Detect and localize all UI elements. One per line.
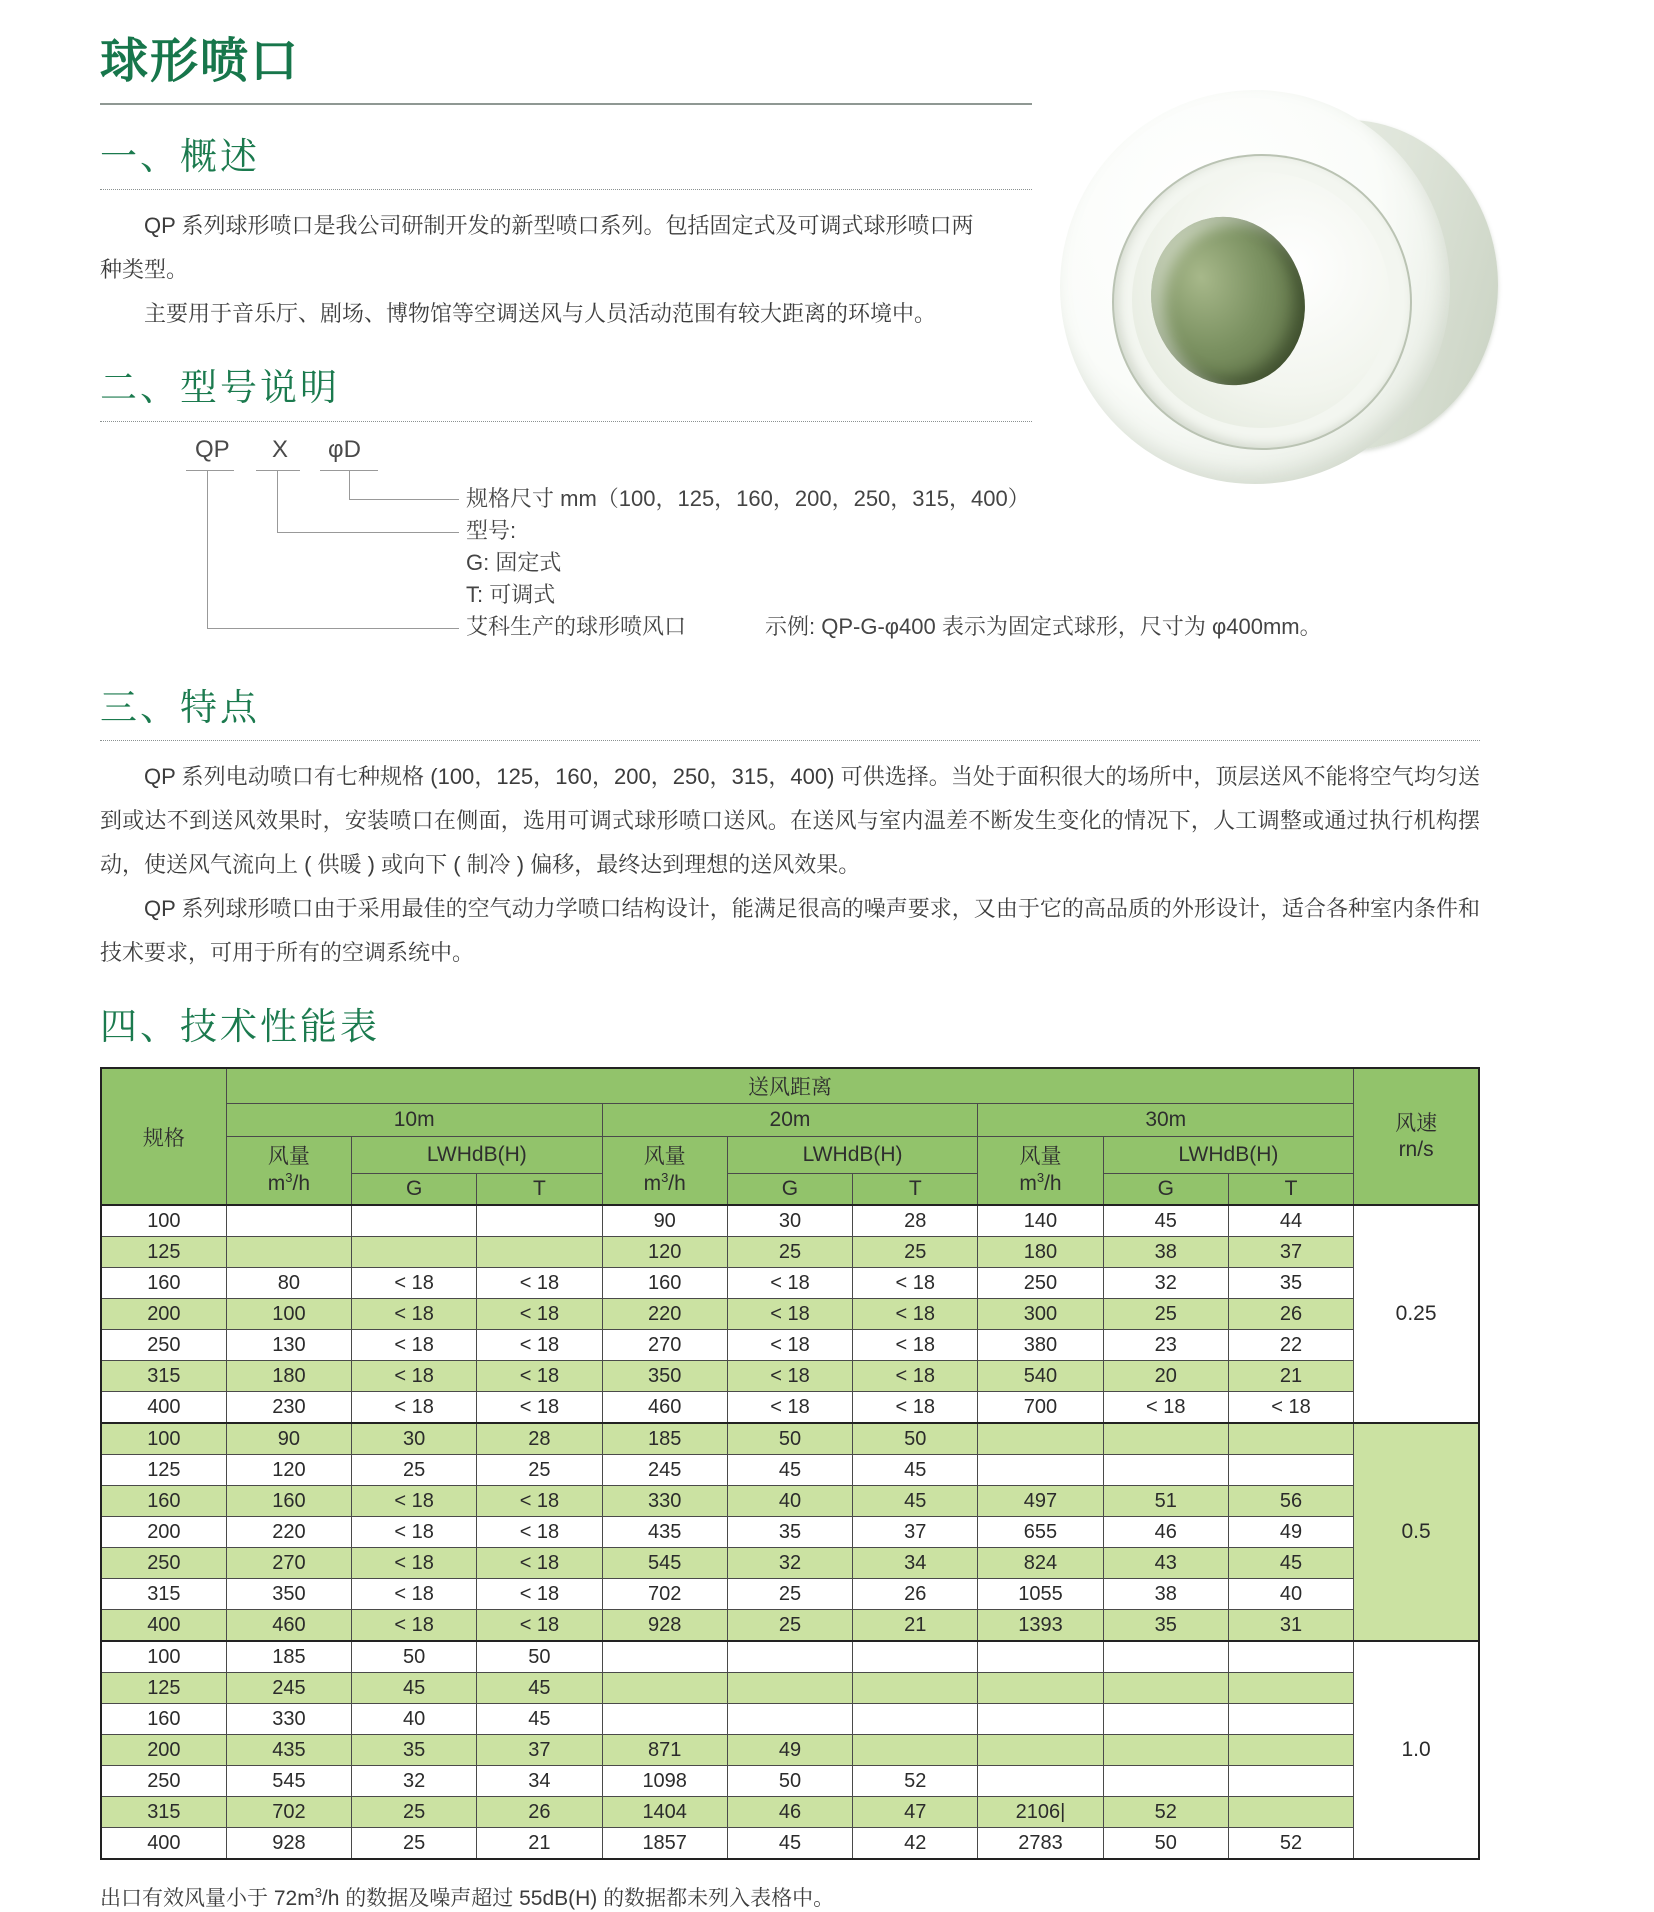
value-cell: < 18: [477, 1392, 602, 1424]
value-cell: [602, 1704, 727, 1735]
value-cell: 30: [727, 1205, 852, 1237]
label-maker: 艾科生产的球形喷风口: [466, 613, 687, 639]
value-cell: < 18: [727, 1361, 852, 1392]
value-cell: 1393: [978, 1610, 1103, 1642]
value-cell: [1103, 1455, 1228, 1486]
section-heading-model: 二、型号说明: [100, 367, 340, 409]
value-cell: [602, 1641, 727, 1673]
overview-paragraph-2: 主要用于音乐厅、剧场、博物馆等空调送风与人员活动范围有较大距离的环境中。: [144, 301, 937, 327]
value-cell: [1228, 1641, 1353, 1673]
value-cell: 270: [602, 1330, 727, 1361]
value-cell: 52: [1228, 1828, 1353, 1860]
col-header-spec: 规格: [101, 1068, 226, 1205]
value-cell: < 18: [352, 1548, 477, 1579]
value-cell: < 18: [853, 1299, 978, 1330]
value-cell: [1103, 1704, 1228, 1735]
value-cell: 52: [1103, 1797, 1228, 1828]
spec-cell: 125: [101, 1237, 226, 1268]
speed-cell: 1.0: [1354, 1641, 1479, 1859]
title-rule: [100, 103, 1032, 105]
col-header-flow-10m: [226, 1137, 351, 1206]
performance-table-body: [101, 1205, 1479, 1859]
value-cell: 655: [978, 1517, 1103, 1548]
value-cell: 30: [352, 1423, 477, 1455]
table-row: [101, 1610, 1479, 1642]
value-cell: 220: [226, 1517, 351, 1548]
value-cell: < 18: [477, 1361, 602, 1392]
value-cell: [1228, 1797, 1353, 1828]
spec-cell: 125: [101, 1455, 226, 1486]
value-cell: [1228, 1423, 1353, 1455]
speed-unit-label: rn/s: [1398, 1137, 1434, 1161]
spec-cell: 160: [101, 1486, 226, 1517]
value-cell: 25: [1103, 1299, 1228, 1330]
connector-line-maker: [207, 471, 459, 629]
col-header-noise-30m: LWHdB(H): [1103, 1137, 1354, 1174]
value-cell: 185: [602, 1423, 727, 1455]
value-cell: 330: [602, 1486, 727, 1517]
value-cell: 928: [226, 1828, 351, 1860]
value-cell: 20: [1103, 1361, 1228, 1392]
table-row: [101, 1455, 1479, 1486]
features-paragraph-1: QP 系列电动喷口有七种规格 (100，125，160，200，250，315，400) 可供选择。当处于面积很大的场所中，顶层送风不能将空气均匀送到或达不到送风效果时，安装喷口在侧面，选用可调式球形喷口送风。在送风与室内温差不断发生变化的情况下，人工调整或通过执行机构摆动，使送风气流向上 ( 供暖 ) 或向下 ( 制冷 ) 偏移，最终达到理想的送风效果。: [100, 763, 1480, 877]
value-cell: < 18: [352, 1486, 477, 1517]
value-cell: [352, 1205, 477, 1237]
table-row: [101, 1548, 1479, 1579]
value-cell: 871: [602, 1735, 727, 1766]
value-cell: 230: [226, 1392, 351, 1424]
flow-label: 风量: [643, 1145, 686, 1169]
value-cell: 928: [602, 1610, 727, 1642]
value-cell: 28: [477, 1423, 602, 1455]
value-cell: 1098: [602, 1766, 727, 1797]
value-cell: < 18: [853, 1330, 978, 1361]
section-heading-performance: 四、技术性能表: [100, 1005, 380, 1047]
value-cell: 37: [1228, 1237, 1353, 1268]
col-header-distance: 送风距离: [226, 1068, 1353, 1104]
value-cell: < 18: [477, 1548, 602, 1579]
value-cell: 245: [602, 1455, 727, 1486]
value-cell: [853, 1735, 978, 1766]
value-cell: 26: [1228, 1299, 1353, 1330]
speed-cell: 0.5: [1354, 1423, 1479, 1641]
value-cell: 25: [727, 1579, 852, 1610]
value-cell: [1103, 1766, 1228, 1797]
table-row: [101, 1828, 1479, 1860]
value-cell: 245: [226, 1673, 351, 1704]
value-cell: [1228, 1704, 1353, 1735]
value-cell: 140: [978, 1205, 1103, 1237]
table-row: [101, 1361, 1479, 1392]
col-header-flow-20m: [602, 1137, 727, 1206]
value-cell: < 18: [352, 1330, 477, 1361]
value-cell: 220: [602, 1299, 727, 1330]
value-cell: 545: [602, 1548, 727, 1579]
value-cell: 25: [727, 1610, 852, 1642]
spec-cell: 200: [101, 1299, 226, 1330]
value-cell: [1103, 1423, 1228, 1455]
col-header-g: G: [1103, 1174, 1228, 1206]
col-header-t: T: [853, 1174, 978, 1206]
page-title: 球形喷口: [100, 35, 301, 88]
value-cell: 22: [1228, 1330, 1353, 1361]
value-cell: 47: [853, 1797, 978, 1828]
section-rule: [100, 189, 1032, 190]
value-cell: < 18: [352, 1299, 477, 1330]
flow-unit: $m^3/h$: [1019, 1170, 1062, 1196]
value-cell: [727, 1641, 852, 1673]
value-cell: 50: [1103, 1828, 1228, 1860]
value-cell: 45: [853, 1486, 978, 1517]
value-cell: [1103, 1673, 1228, 1704]
speed-label: 风速: [1395, 1111, 1438, 1135]
value-cell: 180: [226, 1361, 351, 1392]
col-header-noise-10m: LWHdB(H): [352, 1137, 603, 1174]
value-cell: < 18: [727, 1330, 852, 1361]
value-cell: 28: [853, 1205, 978, 1237]
table-row: [101, 1517, 1479, 1548]
value-cell: < 18: [853, 1268, 978, 1299]
value-cell: [978, 1704, 1103, 1735]
value-cell: 90: [602, 1205, 727, 1237]
value-cell: 702: [226, 1797, 351, 1828]
value-cell: 21: [853, 1610, 978, 1642]
value-cell: 40: [727, 1486, 852, 1517]
value-cell: 46: [1103, 1517, 1228, 1548]
value-cell: 300: [978, 1299, 1103, 1330]
table-row: [101, 1330, 1479, 1361]
table-row: [101, 1766, 1479, 1797]
table-row: [101, 1423, 1479, 1455]
value-cell: 540: [978, 1361, 1103, 1392]
value-cell: 330: [226, 1704, 351, 1735]
value-cell: 21: [1228, 1361, 1353, 1392]
value-cell: [853, 1641, 978, 1673]
label-type-fixed: G: 固定式: [466, 549, 562, 575]
value-cell: 45: [727, 1828, 852, 1860]
value-cell: 545: [226, 1766, 351, 1797]
value-cell: 1404: [602, 1797, 727, 1828]
value-cell: 26: [477, 1797, 602, 1828]
value-cell: 32: [1103, 1268, 1228, 1299]
value-cell: [1103, 1641, 1228, 1673]
value-cell: 25: [727, 1237, 852, 1268]
value-cell: < 18: [352, 1579, 477, 1610]
value-cell: < 18: [477, 1517, 602, 1548]
col-header-flow-30m: [978, 1137, 1103, 1206]
value-cell: 56: [1228, 1486, 1353, 1517]
value-cell: 130: [226, 1330, 351, 1361]
value-cell: 350: [602, 1361, 727, 1392]
value-cell: 42: [853, 1828, 978, 1860]
value-cell: [978, 1641, 1103, 1673]
label-type-title: 型号:: [466, 517, 517, 543]
value-cell: < 18: [853, 1392, 978, 1424]
value-cell: 160: [226, 1486, 351, 1517]
value-cell: [727, 1704, 852, 1735]
value-cell: 44: [1228, 1205, 1353, 1237]
value-cell: 350: [226, 1579, 351, 1610]
value-cell: < 18: [727, 1299, 852, 1330]
value-cell: 38: [1103, 1237, 1228, 1268]
value-cell: 35: [727, 1517, 852, 1548]
value-cell: 1857: [602, 1828, 727, 1860]
section-rule: [100, 421, 1032, 422]
spec-cell: 160: [101, 1268, 226, 1299]
value-cell: 31: [1228, 1610, 1353, 1642]
value-cell: [226, 1237, 351, 1268]
value-cell: 37: [477, 1735, 602, 1766]
spec-cell: 400: [101, 1828, 226, 1860]
value-cell: 40: [352, 1704, 477, 1735]
value-cell: 34: [853, 1548, 978, 1579]
value-cell: 250: [978, 1268, 1103, 1299]
value-cell: 25: [477, 1455, 602, 1486]
value-cell: [1228, 1735, 1353, 1766]
value-cell: [226, 1205, 351, 1237]
section-heading-features: 三、特点: [100, 686, 260, 728]
value-cell: 49: [1228, 1517, 1353, 1548]
value-cell: 21: [477, 1828, 602, 1860]
value-cell: < 18: [477, 1330, 602, 1361]
value-cell: < 18: [352, 1517, 477, 1548]
value-cell: 25: [352, 1455, 477, 1486]
spec-cell: 100: [101, 1205, 226, 1237]
value-cell: 25: [853, 1237, 978, 1268]
value-cell: 270: [226, 1548, 351, 1579]
performance-table: [100, 1067, 1480, 1860]
spec-cell: 400: [101, 1392, 226, 1424]
col-header-20m: 20m: [602, 1104, 978, 1137]
col-header-g: G: [352, 1174, 477, 1206]
value-cell: 45: [477, 1673, 602, 1704]
value-cell: 497: [978, 1486, 1103, 1517]
spec-cell: 100: [101, 1641, 226, 1673]
table-row: [101, 1486, 1479, 1517]
product-photo: [1048, 78, 1500, 496]
spec-cell: 400: [101, 1610, 226, 1642]
speed-cell: 0.25: [1354, 1205, 1479, 1423]
model-code-prefix: QP: [195, 435, 230, 463]
value-cell: < 18: [727, 1392, 852, 1424]
value-cell: 45: [853, 1455, 978, 1486]
col-header-speed: [1354, 1068, 1479, 1205]
value-cell: [602, 1673, 727, 1704]
value-cell: 702: [602, 1579, 727, 1610]
value-cell: < 18: [477, 1486, 602, 1517]
col-header-30m: 30m: [978, 1104, 1354, 1137]
value-cell: [352, 1237, 477, 1268]
value-cell: 160: [602, 1268, 727, 1299]
value-cell: 45: [727, 1455, 852, 1486]
value-cell: 2106|: [978, 1797, 1103, 1828]
model-code-type: X: [272, 435, 289, 463]
table-row: [101, 1205, 1479, 1237]
value-cell: 25: [352, 1797, 477, 1828]
value-cell: 52: [853, 1766, 978, 1797]
overview-paragraph-1: QP 系列球形喷口是我公司研制开发的新型喷口系列。包括固定式及可调式球形喷口两种类型。: [100, 213, 974, 283]
value-cell: 34: [477, 1766, 602, 1797]
value-cell: < 18: [352, 1361, 477, 1392]
value-cell: 51: [1103, 1486, 1228, 1517]
value-cell: 435: [602, 1517, 727, 1548]
performance-table-header: [101, 1068, 1479, 1205]
table-row: [101, 1797, 1479, 1828]
value-cell: 35: [1103, 1610, 1228, 1642]
value-cell: 80: [226, 1268, 351, 1299]
col-header-g: G: [727, 1174, 852, 1206]
value-cell: [978, 1673, 1103, 1704]
value-cell: 700: [978, 1392, 1103, 1424]
table-row: [101, 1299, 1479, 1330]
value-cell: 49: [727, 1735, 852, 1766]
value-cell: 35: [1228, 1268, 1353, 1299]
spec-cell: 250: [101, 1330, 226, 1361]
value-cell: [978, 1766, 1103, 1797]
model-code-size: φD: [328, 435, 361, 463]
value-cell: 824: [978, 1548, 1103, 1579]
value-cell: [1228, 1673, 1353, 1704]
value-cell: < 18: [477, 1579, 602, 1610]
table-row: [101, 1237, 1479, 1268]
value-cell: [1103, 1735, 1228, 1766]
table-footnote: 出口有效风量小于 $72m^3/h$ 的数据及噪声超过 55dB(H) 的数据都未列入表格中。: [100, 1885, 835, 1911]
spec-cell: 250: [101, 1548, 226, 1579]
value-cell: 23: [1103, 1330, 1228, 1361]
value-cell: 435: [226, 1735, 351, 1766]
value-cell: 45: [1103, 1205, 1228, 1237]
value-cell: 50: [727, 1423, 852, 1455]
value-cell: < 18: [1228, 1392, 1353, 1424]
value-cell: 43: [1103, 1548, 1228, 1579]
value-cell: 50: [853, 1423, 978, 1455]
value-cell: [477, 1205, 602, 1237]
spec-cell: 315: [101, 1797, 226, 1828]
value-cell: < 18: [1103, 1392, 1228, 1424]
value-cell: [853, 1704, 978, 1735]
value-cell: [1228, 1455, 1353, 1486]
table-row: [101, 1579, 1479, 1610]
spec-cell: 315: [101, 1361, 226, 1392]
label-type-adjustable: T: 可调式: [466, 581, 556, 607]
value-cell: 25: [352, 1828, 477, 1860]
table-row: [101, 1704, 1479, 1735]
spec-cell: 315: [101, 1579, 226, 1610]
table-row: [101, 1392, 1479, 1424]
flow-label: 风量: [267, 1145, 310, 1169]
value-cell: 380: [978, 1330, 1103, 1361]
value-cell: [978, 1735, 1103, 1766]
value-cell: 50: [352, 1641, 477, 1673]
value-cell: 120: [226, 1455, 351, 1486]
value-cell: [978, 1423, 1103, 1455]
table-row: [101, 1268, 1479, 1299]
table-row: [101, 1735, 1479, 1766]
value-cell: [727, 1673, 852, 1704]
value-cell: < 18: [352, 1610, 477, 1642]
value-cell: 90: [226, 1423, 351, 1455]
flow-unit: $m^3/h$: [267, 1170, 311, 1196]
value-cell: 32: [727, 1548, 852, 1579]
value-cell: < 18: [477, 1268, 602, 1299]
value-cell: 2783: [978, 1828, 1103, 1860]
spec-cell: 125: [101, 1673, 226, 1704]
value-cell: < 18: [853, 1361, 978, 1392]
value-cell: 50: [477, 1641, 602, 1673]
section-heading-overview: 一、概述: [100, 135, 260, 177]
spec-cell: 200: [101, 1735, 226, 1766]
spec-cell: 100: [101, 1423, 226, 1455]
value-cell: 460: [226, 1610, 351, 1642]
table-row: [101, 1673, 1479, 1704]
value-cell: [477, 1237, 602, 1268]
col-header-10m: 10m: [226, 1104, 602, 1137]
value-cell: 180: [978, 1237, 1103, 1268]
value-cell: < 18: [352, 1268, 477, 1299]
value-cell: 460: [602, 1392, 727, 1424]
spec-cell: 250: [101, 1766, 226, 1797]
value-cell: 40: [1228, 1579, 1353, 1610]
value-cell: 46: [727, 1797, 852, 1828]
model-code-diagram: [100, 436, 1480, 656]
label-example: 示例: QP-G-φ400 表示为固定式球形，尺寸为 φ400mm。: [765, 613, 1322, 639]
value-cell: [853, 1673, 978, 1704]
value-cell: 45: [477, 1704, 602, 1735]
value-cell: 45: [1228, 1548, 1353, 1579]
value-cell: < 18: [477, 1610, 602, 1642]
label-size-spec: 规格尺寸 mm（100，125，160，200，250，315，400）: [466, 485, 1030, 511]
value-cell: < 18: [352, 1392, 477, 1424]
value-cell: 1055: [978, 1579, 1103, 1610]
value-cell: 35: [352, 1735, 477, 1766]
value-cell: 120: [602, 1237, 727, 1268]
spec-cell: 200: [101, 1517, 226, 1548]
value-cell: 185: [226, 1641, 351, 1673]
value-cell: < 18: [477, 1299, 602, 1330]
table-row: [101, 1641, 1479, 1673]
col-header-t: T: [1228, 1174, 1353, 1206]
value-cell: 26: [853, 1579, 978, 1610]
section-rule: [100, 740, 1480, 741]
value-cell: 38: [1103, 1579, 1228, 1610]
features-paragraph-2: QP 系列球形喷口由于采用最佳的空气动力学喷口结构设计，能满足很高的噪声要求，又由于它的高品质的外形设计，适合各种室内条件和技术要求，可用于所有的空调系统中。: [100, 895, 1480, 965]
value-cell: 37: [853, 1517, 978, 1548]
value-cell: 32: [352, 1766, 477, 1797]
value-cell: 100: [226, 1299, 351, 1330]
flow-unit: $m^3/h$: [643, 1170, 686, 1196]
col-header-noise-20m: LWHdB(H): [727, 1137, 978, 1174]
spec-cell: 160: [101, 1704, 226, 1735]
value-cell: [1228, 1766, 1353, 1797]
value-cell: 45: [352, 1673, 477, 1704]
flow-label: 风量: [1019, 1145, 1062, 1169]
value-cell: [978, 1455, 1103, 1486]
value-cell: < 18: [727, 1268, 852, 1299]
value-cell: 50: [727, 1766, 852, 1797]
col-header-t: T: [477, 1174, 602, 1206]
